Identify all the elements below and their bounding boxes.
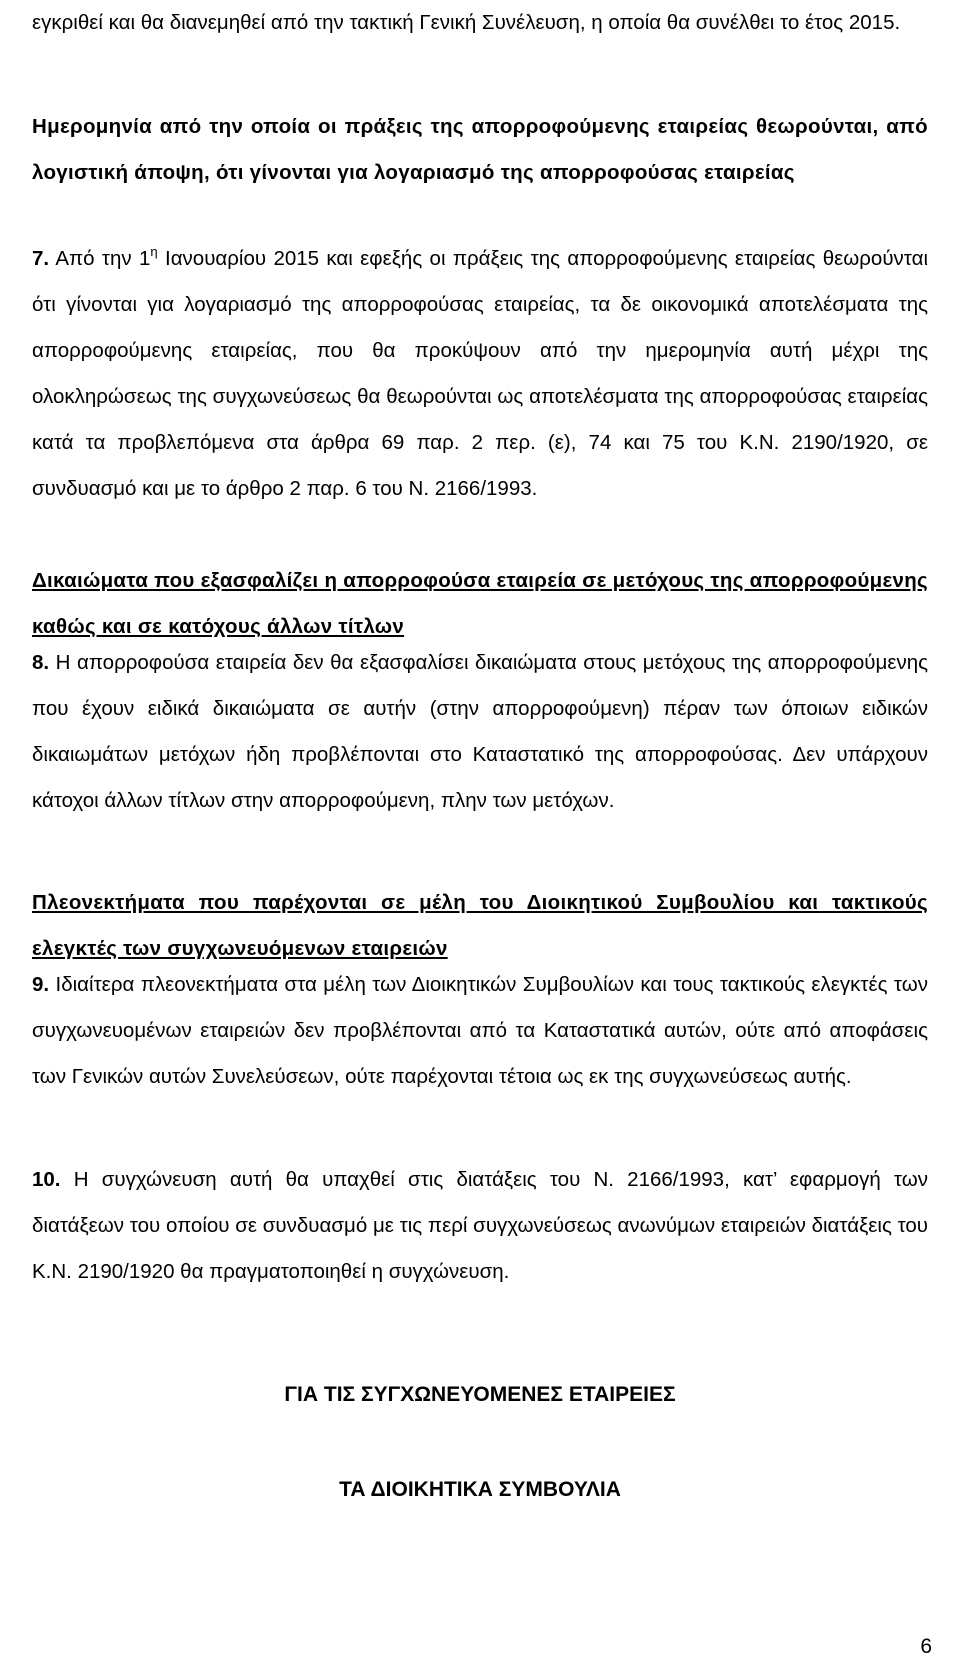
section-8-paragraph	[32, 640, 928, 824]
signature-title-boards	[0, 1475, 960, 1505]
page-number: 6	[920, 1635, 932, 1658]
section-9-paragraph	[32, 962, 928, 1100]
section-9-text: Ιδιαίτερα πλεονεκτήματα στα μέλη των Διοικητικών Συμβουλίων και τους τακτικούς ελεγκτές των συγχωνευομένων εταιρειών δεν προβλέπονται από τα Καταστατικά αυτών, ούτε από αποφάσεις των Γενικών αυτών Συνελεύσεων, ούτε παρέχονται τέτοια ως εκ της συγχωνεύσεως αυτής.	[32, 973, 928, 1088]
section-7-number: 7.	[32, 247, 50, 270]
signature-title-companies-text: ΓΙΑ ΤΙΣ ΣΥΓΧΩΝΕΥΟΜΕΝΕΣ ΕΤΑΙΡΕΙΕΣ	[284, 1383, 676, 1406]
section-10-text: Η συγχώνευση αυτή θα υπαχθεί στις διατάξεις του Ν. 2166/1993, κατ’ εφαρμογή των διατάξεων του οποίου σε συνδυασμό με τις περί συγχωνεύσεως ανωνύμων εταιρειών διατάξεις του Κ.Ν. 2190/1920 θα πραγματοποιηθεί η συγχώνευση.	[32, 1168, 928, 1283]
section-8-heading	[32, 558, 928, 650]
section-7-heading	[32, 104, 928, 196]
section-7-superscript: η	[150, 244, 158, 259]
section-9-heading	[32, 880, 928, 972]
section-7-text-after-sup: Ιανουαρίου 2015 και εφεξής οι πράξεις της απορροφούμενης εταιρείας θεωρούνται ότι γίνονται για λογαριασμό της απορροφούσας εταιρείας, τα δε οικονομικά αποτελέσματα της απορροφούμενης εταιρείας, που θα προκύψουν από την ημερομηνία αυτή μέχρι της ολοκληρώσεως της συγχωνεύσεως θα θεωρούνται ως αποτελέσματα της απορροφούσας εταιρείας κατά τα προβλεπόμενα στα άρθρα 69 παρ. 2 περ. (ε), 74 και 75 του Κ.Ν. 2190/1920, σε συνδυασμό και με το άρθρο 2 παρ. 6 του Ν. 2166/1993.	[32, 247, 929, 500]
section-10-paragraph	[32, 1157, 928, 1295]
section-7-text-before-sup: Από την 1	[49, 247, 151, 270]
signature-title-companies	[0, 1380, 960, 1410]
section-8-number: 8.	[32, 651, 50, 674]
section-10-number: 10.	[32, 1168, 61, 1191]
intro-text: εγκριθεί και θα διανεμηθεί από την τακτική Γενική Συνέλευση, η οποία θα συνέλθει το έτος 2015.	[32, 11, 901, 34]
section-7-heading-text: Ημερομηνία από την οποία οι πράξεις της απορροφούμενης εταιρείας θεωρούνται, από λογιστική άποψη, ότι γίνονται για λογαριασμό της απορροφούσας εταιρείας	[32, 115, 928, 184]
signature-title-boards-text: ΤΑ ΔΙΟΙΚΗΤΙΚΑ ΣΥΜΒΟΥΛΙΑ	[339, 1478, 621, 1501]
section-9-number: 9.	[32, 973, 50, 996]
section-7-paragraph	[32, 236, 928, 512]
section-9-heading-text: Πλεονεκτήματα που παρέχονται σε μέλη του Διοικητικού Συμβουλίου και τακτικούς ελεγκτές των συγχωνευόμενων εταιρειών	[32, 891, 928, 960]
section-8-heading-text: Δικαιώματα που εξασφαλίζει η απορροφούσα εταιρεία σε μετόχους της απορροφούμενης καθώς και σε κατόχους άλλων τίτλων	[32, 569, 928, 638]
intro-paragraph	[32, 0, 928, 46]
section-8-text: Η απορροφούσα εταιρεία δεν θα εξασφαλίσει δικαιώματα στους μετόχους της απορροφούμενης που έχουν ειδικά δικαιώματα σε αυτήν (στην απορροφούμενη) πέραν των όποιων ειδικών δικαιωμάτων μετόχων ήδη προβλέπονται στο Καταστατικό της απορροφούσας. Δεν υπάρχουν κάτοχοι άλλων τίτλων στην απορροφούμενη, πλην των μετόχων.	[32, 651, 928, 812]
